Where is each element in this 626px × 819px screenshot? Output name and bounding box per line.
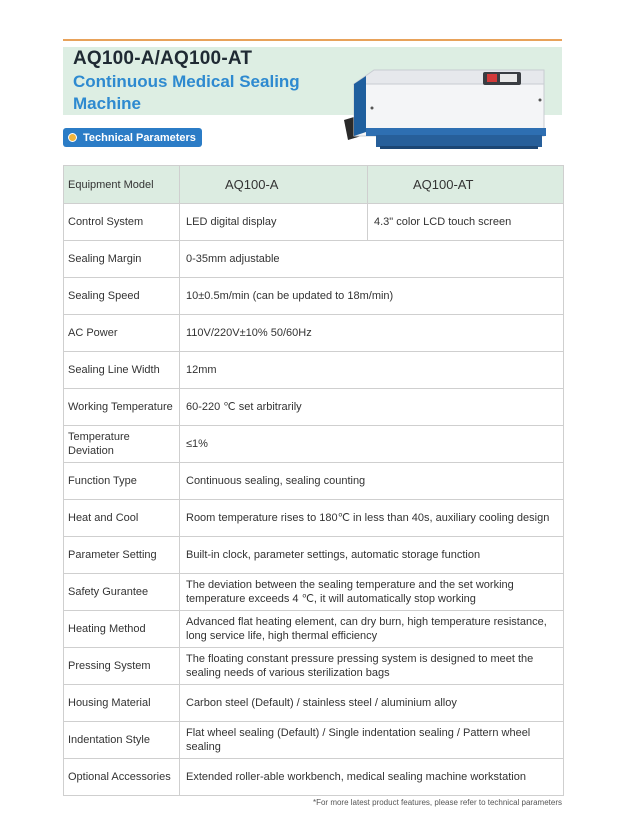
page-subtitle: Continuous Medical Sealing Machine <box>73 72 300 113</box>
table-row <box>64 389 564 426</box>
badge-label: Technical Parameters <box>83 131 196 144</box>
row-label: AC Power <box>64 315 180 352</box>
row-value: 60-220 ℃ set arbitrarily <box>180 389 564 426</box>
row-value: LED digital display <box>180 204 368 241</box>
row-value: Room temperature rises to 180℃ in less than 40s, auxiliary cooling design <box>180 500 564 537</box>
row-value: 4.3" color LCD touch screen <box>368 204 564 241</box>
model-a-header: AQ100-A <box>180 166 368 204</box>
row-value: Continuous sealing, sealing counting <box>180 463 564 500</box>
row-label: Sealing Line Width <box>64 352 180 389</box>
row-label: Housing Material <box>64 685 180 722</box>
row-label: Control System <box>64 204 180 241</box>
bullet-dot-icon <box>68 133 77 142</box>
table-row <box>64 759 564 796</box>
row-label: Temperature Deviation <box>64 426 180 463</box>
top-divider <box>63 39 562 41</box>
table-row <box>64 241 564 278</box>
row-label: Pressing System <box>64 648 180 685</box>
row-label: Optional Accessories <box>64 759 180 796</box>
table-row <box>64 204 564 241</box>
row-label: Heating Method <box>64 611 180 648</box>
table-row <box>64 685 564 722</box>
row-value: Flat wheel sealing (Default) / Single indentation sealing / Pattern wheel sealing <box>180 722 564 759</box>
row-value: 12mm <box>180 352 564 389</box>
row-value: Extended roller-able workbench, medical sealing machine workstation <box>180 759 564 796</box>
page-title: AQ100-A/AQ100-AT <box>73 48 253 69</box>
table-header-row <box>64 166 564 204</box>
table-row <box>64 463 564 500</box>
row-label: Function Type <box>64 463 180 500</box>
row-value: The deviation between the sealing temperature and the set working temperature exceeds 4 ℃, it will automatically stop working <box>180 574 564 611</box>
table-row <box>64 574 564 611</box>
model-at-header: AQ100-AT <box>368 166 564 204</box>
row-label: Indentation Style <box>64 722 180 759</box>
row-value: 110V/220V±10% 50/60Hz <box>180 315 564 352</box>
row-value: Advanced flat heating element, can dry burn, high temperature resistance, long service life, high thermal efficiency <box>180 611 564 648</box>
table-row <box>64 722 564 759</box>
table-row <box>64 500 564 537</box>
table-row <box>64 537 564 574</box>
row-label: Equipment Model <box>64 166 180 204</box>
table-row <box>64 426 564 463</box>
technical-parameters-badge <box>63 128 202 147</box>
row-label: Sealing Speed <box>64 278 180 315</box>
row-value: 0-35mm adjustable <box>180 241 564 278</box>
row-label: Parameter Setting <box>64 537 180 574</box>
spec-table <box>63 165 564 796</box>
row-label: Safety Gurantee <box>64 574 180 611</box>
table-row <box>64 278 564 315</box>
footnote: *For more latest product features, please refer to technical parameters <box>312 798 562 807</box>
sealing-machine-image <box>340 58 555 153</box>
row-value: Built-in clock, parameter settings, automatic storage function <box>180 537 564 574</box>
row-value: ≤1% <box>180 426 564 463</box>
row-label: Working Temperature <box>64 389 180 426</box>
row-value: The floating constant pressure pressing system is designed to meet the sealing needs of various sterilization bags <box>180 648 564 685</box>
row-label: Sealing Margin <box>64 241 180 278</box>
row-value: 10±0.5m/min (can be updated to 18m/min) <box>180 278 564 315</box>
table-row <box>64 648 564 685</box>
row-label: Heat and Cool <box>64 500 180 537</box>
row-value: Carbon steel (Default) / stainless steel / aluminium alloy <box>180 685 564 722</box>
table-row <box>64 315 564 352</box>
table-row <box>64 352 564 389</box>
table-row <box>64 611 564 648</box>
